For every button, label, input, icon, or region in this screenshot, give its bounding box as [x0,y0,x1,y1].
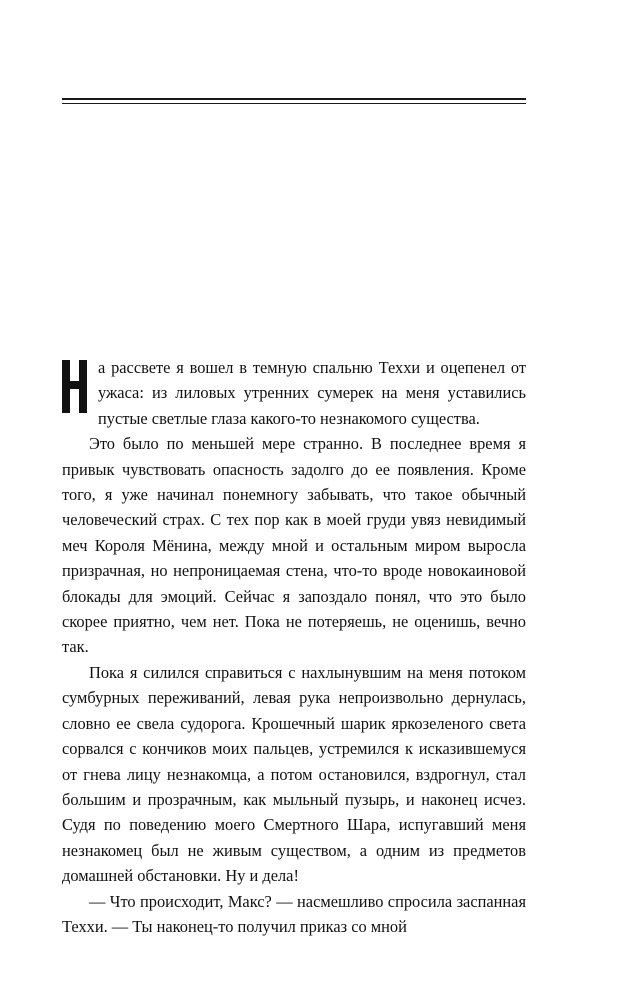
paragraph-2: Это было по меньшей мере странно. В последнее время я привык чувствовать опасность задолго до ее появления. Кроме того, я уже начинал понемногу забывать, что такое обычный человеческий страх. С тех пор как в моей груди увяз невидимый меч Короля Мёнина, между мной и остальным миром выросла призрачная, но непроницаемая стена, что-то вроде новокаиновой блокады для эмоций. Сейчас я запоздало понял, что это было скорее приятно, чем нет. Пока не потеряешь, не оценишь, вечно так. [62,434,526,657]
paragraph-1 [62,355,526,431]
paragraph-4: — Что происходит, Макс? — насмешливо спросила заспанная Теххи. — Ты наконец-то получил приказ со мной [62,891,526,936]
drop-cap [62,360,87,413]
drop-cap-glyph [62,360,87,413]
paragraph-3: Пока я силился справиться с нахлынувшим на меня потоком сумбурных переживаний, левая рука непроизвольно дернулась, словно ее свела судорога. Крошечный шарик яркозеленого света сорвался с кончиков моих пальцев, устремился к исказившемуся от гнева лицу незнакомца, а потом остановился, вздрогнул, стал большим и прозрачным, как мыльный пузырь, и наконец исчез. Судя по поведению моего Смертного Шара, испугавший меня незнакомец был не живым существом, а одним из предметов домашней обстановки. Ну и дела! [62,662,526,886]
paragraph-1-text: а рассвете я вошел в темную спальню Теххи и оцепенел от ужаса: из лиловых утренних сумерек на меня уставились пустые светлые глаза какого-то незнакомого существа. [98,358,526,428]
header-rule-thin [62,103,526,104]
header-rule-thick [62,98,526,100]
chapter-text [62,355,526,939]
